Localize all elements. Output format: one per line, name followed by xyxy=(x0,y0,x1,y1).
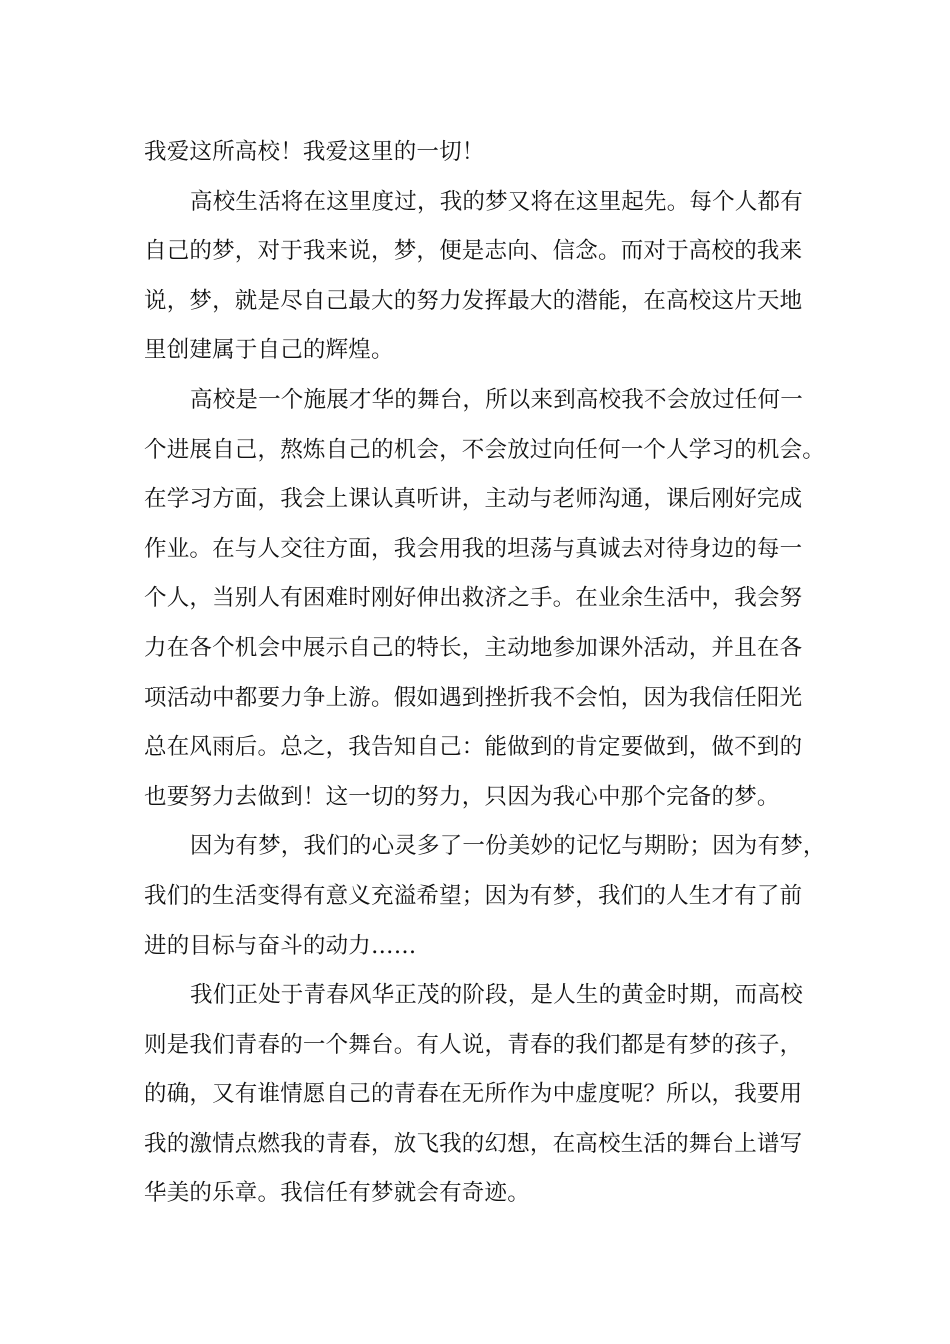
paragraph-2 xyxy=(144,178,824,376)
text-line: 则是我们青春的一个舞台。有人说，青春的我们都是有梦的孩子， xyxy=(144,1031,803,1058)
text-line: 力在各个机会中展示自己的特长，主动地参加课外活动，并且在各 xyxy=(144,634,803,661)
text-line: 进的目标与奋斗的动力…… xyxy=(144,932,417,959)
text-line: 我们的生活变得有意义充溢希望；因为有梦，我们的人生才有了前 xyxy=(144,882,803,909)
text-line: 高校是一个施展才华的舞台，所以来到高校我不会放过任何一 xyxy=(190,386,803,413)
paragraph-1 xyxy=(144,128,824,178)
paragraph-4 xyxy=(144,822,824,971)
text-line: 个人，当别人有困难时刚好伸出救济之手。在业余生活中，我会努 xyxy=(144,585,803,612)
text-line: 说，梦，就是尽自己最大的努力发挥最大的潜能，在高校这片天地 xyxy=(144,287,803,314)
text-line: 总在风雨后。总之，我告知自己：能做到的肯定要做到，做不到的 xyxy=(144,734,803,761)
text-line: 在学习方面，我会上课认真听讲，主动与老师沟通，课后刚好完成 xyxy=(144,486,803,513)
document-body xyxy=(144,128,824,1219)
text-line: 因为有梦，我们的心灵多了一份美妙的记忆与期盼；因为有梦， xyxy=(190,833,826,860)
text-line: 我们正处于青春风华正茂的阶段，是人生的黄金时期，而高校 xyxy=(190,982,803,1009)
text-line: 作业。在与人交往方面，我会用我的坦荡与真诚去对待身边的每一 xyxy=(144,535,803,562)
text-line: 高校生活将在这里度过，我的梦又将在这里起先。每个人都有 xyxy=(190,188,803,215)
paragraph-5 xyxy=(144,971,824,1219)
text-line: 个进展自己，熬炼自己的机会，不会放过向任何一个人学习的机会。 xyxy=(144,436,826,463)
text-line: 项活动中都要力争上游。假如遇到挫折我不会怕，因为我信任阳光 xyxy=(144,684,803,711)
text-line: 里创建属于自己的辉煌。 xyxy=(144,337,394,364)
text-line: 华美的乐章。我信任有梦就会有奇迹。 xyxy=(144,1180,530,1207)
text-line: 也要努力去做到！这一切的努力，只因为我心中那个完备的梦。 xyxy=(144,783,780,810)
text-line: 我的激情点燃我的青春，放飞我的幻想，在高校生活的舞台上谱写 xyxy=(144,1130,803,1157)
paragraph-3 xyxy=(144,376,824,822)
text-line: 我爱这所高校！我爱这里的一切！ xyxy=(144,139,485,165)
text-line: 的确，又有谁情愿自己的青春在无所作为中虚度呢？所以，我要用 xyxy=(144,1081,803,1108)
text-line: 自己的梦，对于我来说，梦，便是志向、信念。而对于高校的我来 xyxy=(144,238,803,265)
